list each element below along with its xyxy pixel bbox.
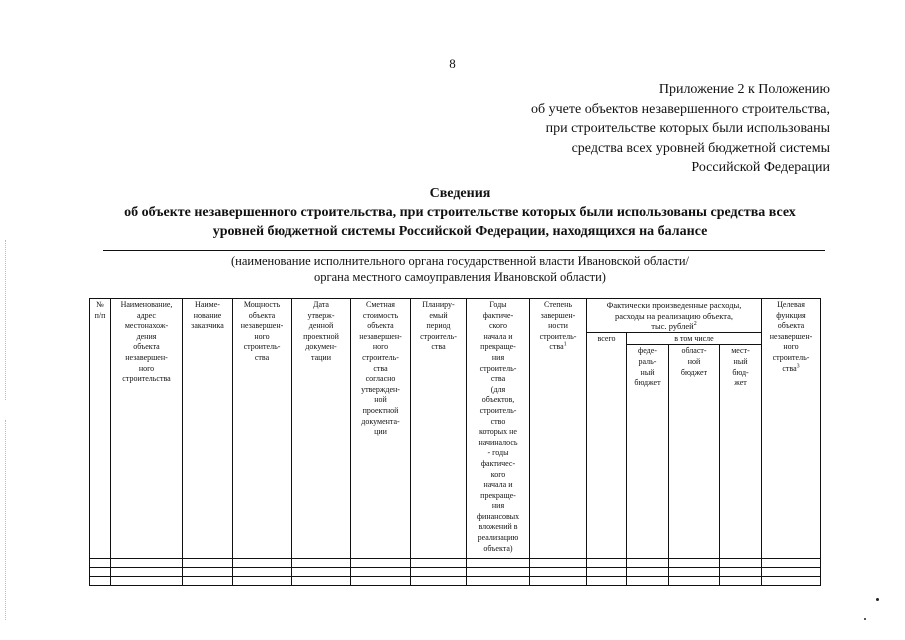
table-row: [90, 577, 821, 586]
table-cell: [351, 559, 411, 568]
table-cell: [411, 568, 467, 577]
table-cell: [669, 577, 720, 586]
appendix-line: при строительстве которых были использованы: [545, 121, 830, 136]
col-approval-date: Дата утверж- денной проектной докумен- тации: [292, 299, 351, 559]
table-cell: [627, 577, 669, 586]
table-cell: [762, 568, 821, 577]
col-including: в том числе: [627, 332, 762, 345]
table-cell: [233, 577, 292, 586]
table-cell: [720, 577, 762, 586]
table-cell: [292, 559, 351, 568]
table-cell: [720, 568, 762, 577]
col-capacity: Мощность объекта незавершен- ного строитель- ства: [233, 299, 292, 559]
appendix-line: Российской Федерации: [691, 160, 830, 175]
table-cell: [530, 577, 587, 586]
table-cell: [762, 577, 821, 586]
table-cell: [111, 577, 183, 586]
col-total: всего: [587, 332, 627, 559]
col-number: № п/п: [90, 299, 111, 559]
organization-fill-line: [103, 250, 825, 251]
table-cell: [183, 568, 233, 577]
table-cell: [183, 577, 233, 586]
table-cell: [351, 577, 411, 586]
col-estimated-cost: Сметная стоимость объекта незавершен- ного строитель- ства согласно утвержден- ной проектной документа- ции: [351, 299, 411, 559]
table-cell: [669, 568, 720, 577]
table-row: [90, 559, 821, 568]
table-cell: [587, 559, 627, 568]
table-cell: [467, 568, 530, 577]
table-cell: [762, 559, 821, 568]
table-cell: [111, 559, 183, 568]
table-cell: [292, 577, 351, 586]
document-subtitle-line: об объекте незавершенного строительства, при строительстве которых были использованы средства всех: [124, 205, 796, 220]
table-cell: [183, 559, 233, 568]
table-cell: [233, 559, 292, 568]
appendix-line: об учете объектов незавершенного строительства,: [530, 101, 830, 117]
document-title: Сведения: [429, 186, 491, 201]
table-cell: [720, 559, 762, 568]
table-cell: [530, 559, 587, 568]
col-completion-degree: [530, 299, 587, 559]
table-cell: [233, 568, 292, 577]
table-row: [90, 568, 821, 577]
scan-edge-mark: [5, 420, 8, 620]
table-cell: [90, 568, 111, 577]
col-local-budget: мест- ный бюд- жет: [720, 345, 762, 559]
footnote-mark: 3: [796, 362, 800, 369]
table-cell: [587, 577, 627, 586]
col-object-name: Наименование, адрес местонахож- дения объекта незавершен- ного строительства: [111, 299, 183, 559]
col-actual-expenses: [587, 299, 762, 333]
table-cell: [530, 568, 587, 577]
appendix-line: Приложение 2 к Положению: [658, 82, 830, 97]
organization-caption-line: органа местного самоуправления Ивановской области): [314, 270, 606, 284]
scan-speck: [864, 618, 866, 620]
table-cell: [627, 568, 669, 577]
table-cell: [411, 559, 467, 568]
col-actual-years: Годы фактиче- ского начала и прекраще- ния строитель- ства (для объектов, строитель- ство которых не начиналось - годы фактичес- кого начала и прекраще- ния финансовых вложений в реализацию объекта): [467, 299, 530, 559]
table-cell: [90, 559, 111, 568]
table-cell: [111, 568, 183, 577]
document-subtitle-line: уровней бюджетной системы Российской Федерации, находящихся на балансе: [212, 224, 708, 239]
scan-edge-mark: [5, 240, 8, 400]
footnote-mark: 1: [563, 341, 567, 348]
footnote-mark: 2: [693, 321, 697, 328]
table-cell: [627, 559, 669, 568]
col-target-function: [762, 299, 821, 559]
table-cell: [587, 568, 627, 577]
organization-caption-line: (наименование исполнительного органа государственной власти Ивановской области/: [230, 254, 690, 268]
table-cell: [467, 559, 530, 568]
appendix-reference: [531, 80, 830, 178]
appendix-line: средства всех уровней бюджетной системы: [571, 140, 830, 156]
organization-caption: [140, 253, 780, 285]
table-cell: [90, 577, 111, 586]
col-federal-budget: феде- раль- ный бюджет: [627, 345, 669, 559]
col-planned-period: Планиру- емый период строитель- ства: [411, 299, 467, 559]
table-header-row: [90, 299, 821, 333]
col-customer: Наиме- нование заказчика: [183, 299, 233, 559]
construction-objects-table: [89, 298, 821, 586]
table-cell: [411, 577, 467, 586]
completion-degree-label: Степень завершен- ности строитель- ства: [539, 300, 577, 352]
table-cell: [669, 559, 720, 568]
target-function-label: Целевая функция объекта незавершен- ного строитель- ства: [769, 300, 813, 373]
scan-speck: [876, 598, 879, 601]
table-cell: [292, 568, 351, 577]
table-cell: [467, 577, 530, 586]
table-cell: [351, 568, 411, 577]
actual-expenses-label: Фактически произведенные расходы, расходы на реализацию объекта, тыс. рублей: [606, 300, 742, 332]
col-regional-budget: област- ной бюджет: [669, 345, 720, 559]
document-heading: [60, 184, 860, 241]
page-number: 8: [449, 56, 456, 71]
